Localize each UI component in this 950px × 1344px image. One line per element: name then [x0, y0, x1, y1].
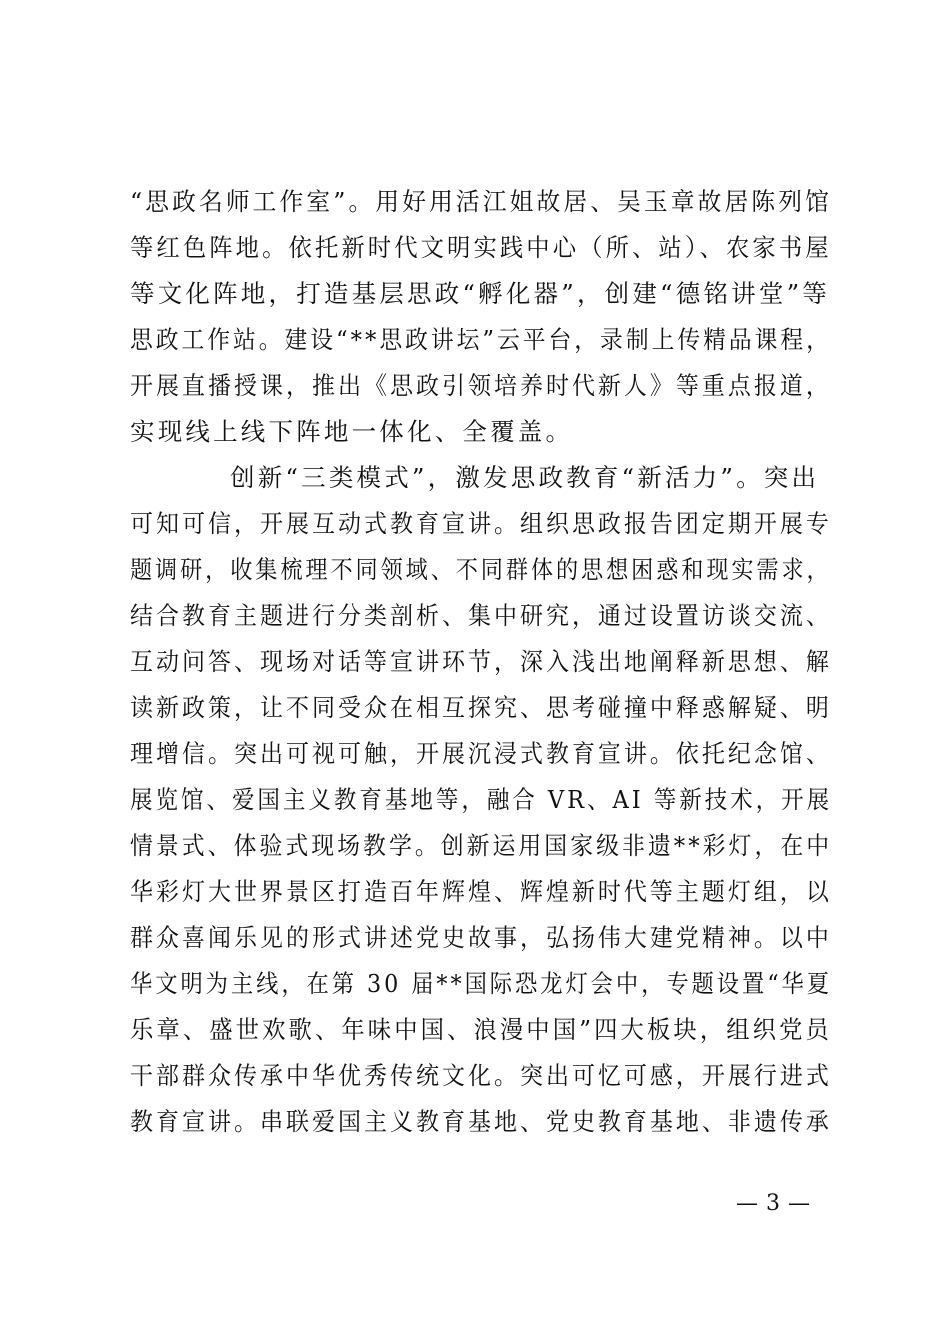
text-line: “思政名师工作室”。用好用活江姐故居、吴玉章故居陈列馆 [130, 187, 832, 216]
text-line: 等红色阵地。依托新时代文明实践中心（所、站）、农家书屋 [130, 233, 832, 262]
text-line: 教育宣讲。串联爱国主义教育基地、党史教育基地、非遗传承 [130, 1107, 832, 1136]
text-line: 结合教育主题进行分类剖析、集中研究，通过设置访谈交流、 [130, 601, 832, 630]
text-line: 干部群众传承中华优秀传统文化。突出可忆可感，开展行进式 [130, 1061, 832, 1090]
text-line: 乐章、盛世欢歌、年味中国、浪漫中国”四大板块，组织党员 [130, 1015, 832, 1044]
text-line: 实现线上线下阵地一体化、全覆盖。 [130, 417, 574, 446]
text-line: 华文明为主线，在第 30 届**国际恐龙灯会中，专题设置“华夏 [130, 969, 832, 998]
text-line: 读新政策，让不同受众在相互探究、思考碰撞中释惑解疑、明 [130, 693, 832, 722]
text-line: 华彩灯大世界景区打造百年辉煌、辉煌新时代等主题灯组，以 [130, 877, 832, 906]
text-line: 题调研，收集梳理不同领域、不同群体的思想困惑和现实需求， [130, 555, 832, 584]
paragraph-first-line: 创新“三类模式”，激发思政教育“新活力”。突出 [230, 463, 820, 492]
page-number: — 3 — [736, 1191, 811, 1216]
text-line: 等文化阵地，打造基层思政“孵化器”，创建“德铭讲堂”等 [130, 279, 830, 308]
text-line: 互动问答、现场对话等宣讲环节，深入浅出地阐释新思想、解 [130, 647, 832, 676]
text-line: 思政工作站。建设“**思政讲坛”云平台，录制上传精品课程， [130, 325, 832, 354]
text-line: 理增信。突出可视可触，开展沉浸式教育宣讲。依托纪念馆、 [130, 739, 832, 768]
text-line: 开展直播授课，推出《思政引领培养时代新人》等重点报道， [130, 371, 832, 400]
text-line: 可知可信，开展互动式教育宣讲。组织思政报告团定期开展专 [130, 509, 832, 538]
text-line: 情景式、体验式现场教学。创新运用国家级非遗**彩灯，在中 [130, 831, 833, 860]
text-line: 展览馆、爱国主义教育基地等，融合 VR、AI 等新技术，开展 [130, 785, 833, 814]
text-line: 群众喜闻乐见的形式讲述党史故事，弘扬伟大建党精神。以中 [130, 923, 832, 952]
